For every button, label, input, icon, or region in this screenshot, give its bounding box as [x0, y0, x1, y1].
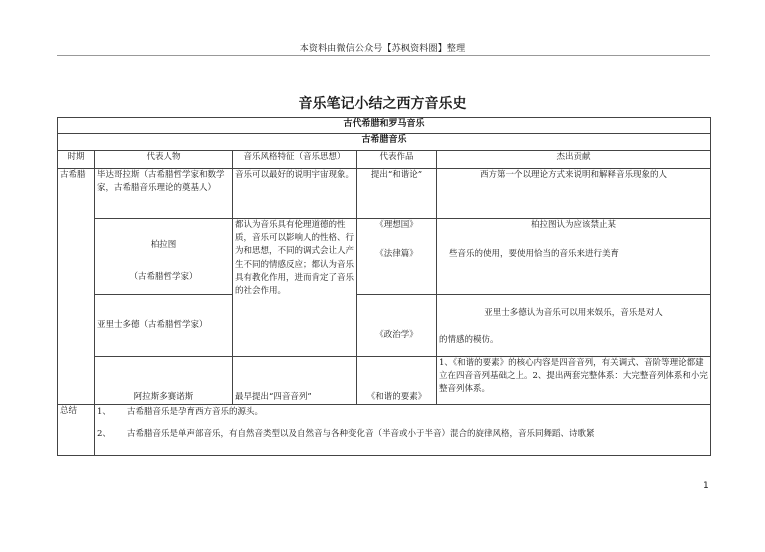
period-cell: 古希腊	[58, 169, 95, 405]
works-aristotle: 《政治学》	[357, 295, 437, 357]
contribution-aristotle-line2: 的情感的模仿。	[439, 335, 499, 346]
person-pythagoras: 毕达哥拉斯（古希腊哲学家和数学家，古希腊音乐理论的奠基人）	[95, 169, 233, 219]
contribution-aristotle-line1: 亚里士多德认为音乐可以用来娱乐，音乐是对人	[484, 308, 663, 318]
subsection-title: 古希腊音乐	[58, 134, 711, 151]
summary-content	[95, 405, 711, 456]
contribution-plato	[437, 219, 711, 295]
works-pythagoras: 提出“和谐论”	[357, 169, 437, 219]
music-history-table	[57, 117, 711, 456]
document-title: 音乐笔记小结之西方音乐史	[298, 96, 467, 112]
person-plato	[95, 219, 233, 295]
contribution-aristotle	[437, 295, 711, 357]
contribution-pythagoras: 西方第一个以理论方式来说明和解释音乐现象的人	[437, 169, 711, 219]
column-header-works: 代表作品	[357, 151, 437, 169]
summary-item-1	[97, 406, 708, 419]
section-title: 古代希腊和罗马音乐	[58, 118, 711, 134]
contribution-aristoxenus: 1、《和谐的要素》的核心内容是四音音列，有关调式、音阶等理论都建立在四音音列基础之上。2、提出两套完整体系：大完整音列体系和小完整音列体系。	[437, 357, 711, 405]
column-header-style: 音乐风格特征（音乐思想）	[233, 151, 357, 169]
summary-item-2-number: 2、	[97, 429, 111, 440]
works-aristoxenus: 《和谐的要素》	[357, 357, 437, 405]
contribution-plato-line1: 柏拉图认为应该禁止某	[530, 220, 616, 230]
header-divider	[57, 55, 710, 56]
summary-label: 总结	[58, 405, 95, 456]
summary-item-2	[97, 428, 708, 441]
header-note: 本资料由微信公众号【苏枫资料圈】整理	[299, 44, 466, 54]
contribution-plato-line2: 些音乐的使用，要使用恰当的音乐来进行美育	[449, 249, 620, 260]
summary-item-2-text: 古希腊音乐是单声部音乐，有自然音类型以及自然音与各种变化音（半音或小于半音）混合的旋律风格，音乐同舞蹈、诗歌紧	[127, 429, 595, 440]
style-aristoxenus: 最早提出“四音音列”	[233, 357, 357, 405]
page-number: 1	[703, 481, 709, 491]
person-plato-name: 柏拉图	[150, 240, 177, 251]
column-header-period: 时期	[58, 151, 95, 169]
works-plato-laws: 《法律篇》	[375, 249, 418, 260]
shared-style-cell: 都认为音乐具有伦理道德的性质，音乐可以影响人的性格、行为和思想，不同的调式会让人产生不同的情感反应；都认为音乐具有教化作用，进而肯定了音乐的社会作用。	[233, 219, 357, 357]
person-aristoxenus: 阿拉斯多赛诺斯	[95, 357, 233, 405]
summary-item-1-text: 古希腊音乐是孕育西方音乐的源头。	[127, 407, 264, 417]
column-header-contribution: 杰出贡献	[437, 151, 711, 169]
summary-item-1-number: 1、	[97, 407, 111, 417]
works-plato-republic: 《理想国》	[375, 220, 418, 230]
column-header-person: 代表人物	[95, 151, 233, 169]
works-plato	[357, 219, 437, 295]
style-pythagoras: 音乐可以最好的说明宇宙现象。	[233, 169, 357, 219]
person-aristotle: 亚里士多德（古希腊哲学家）	[95, 295, 233, 357]
person-plato-title: （古希腊哲学家）	[129, 271, 198, 282]
